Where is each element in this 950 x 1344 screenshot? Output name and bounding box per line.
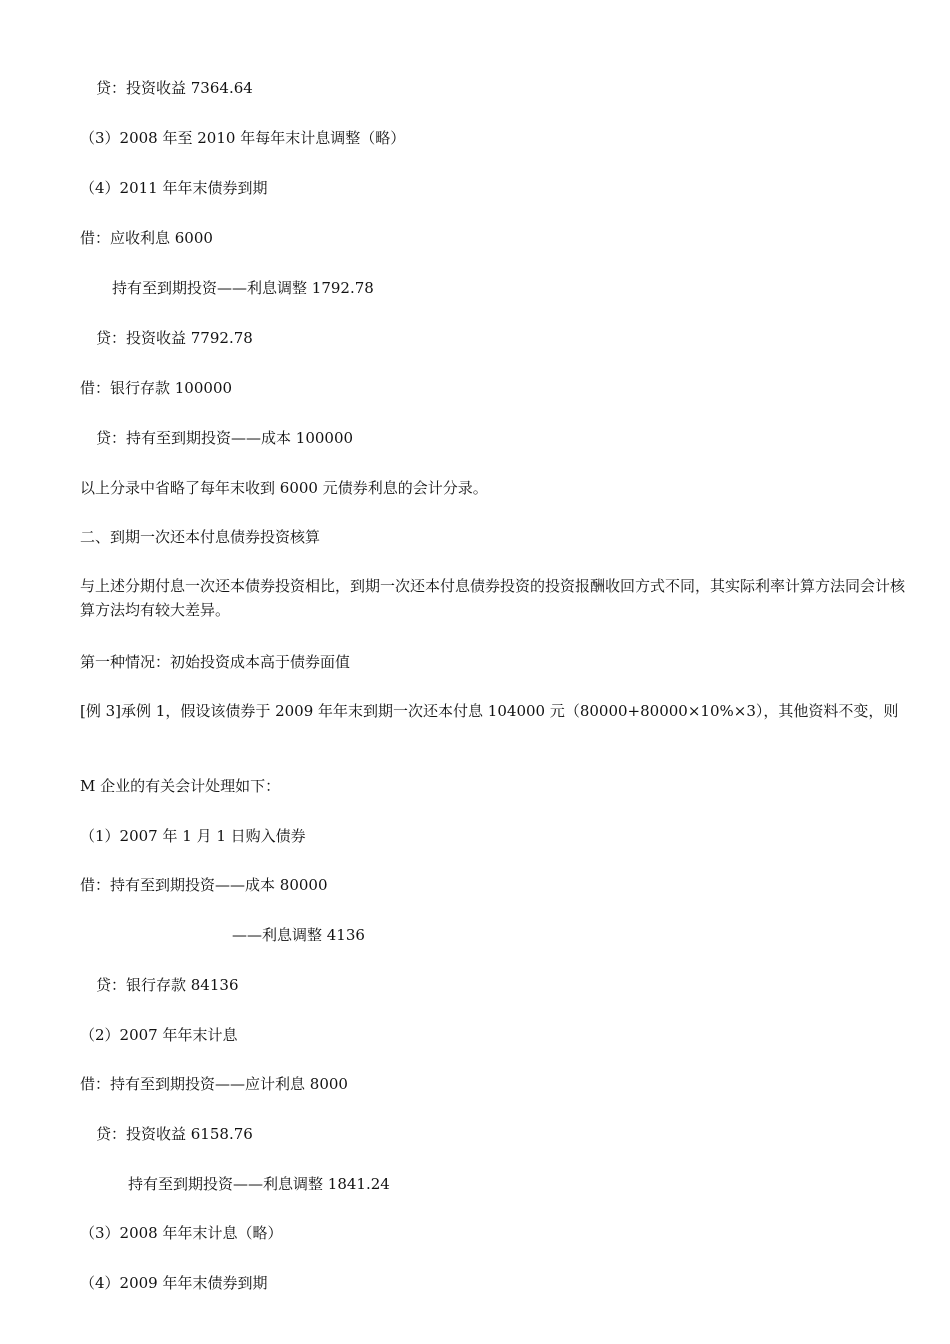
step-3-heading: （3）2008 年至 2010 年每年末计息调整（略）	[80, 129, 406, 147]
step-3-heading: （3）2008 年年末计息（略）	[80, 1224, 283, 1242]
entry-debit-bank-deposit: 借：银行存款 100000	[80, 379, 233, 397]
entry-credit-bank-deposit: 贷：银行存款 84136	[96, 976, 239, 994]
section-heading: 二、到期一次还本付息债券投资核算	[80, 528, 321, 546]
entry-credit-investment-income: 贷：投资收益 7364.64	[96, 79, 253, 97]
entry-credit-interest-adjustment: 持有至到期投资——利息调整 1841.24	[128, 1175, 390, 1193]
entry-credit-investment-income: 贷：投资收益 6158.76	[96, 1125, 253, 1143]
entry-credit-investment-income: 贷：投资收益 7792.78	[96, 329, 253, 347]
intro-paragraph-text: 与上述分期付息一次还本债券投资相比，到期一次还本付息债券投资的投资报酬收回方式不同，其实际利率计算方法同会计核算方法均有较大差异。	[80, 577, 906, 619]
entry-debit-interest-receivable: 借：应收利息 6000	[80, 229, 213, 247]
step-4-heading: （4）2009 年年末债券到期	[80, 1274, 268, 1292]
case-heading: 第一种情况：初始投资成本高于债券面值	[80, 653, 351, 671]
entry-debit-interest-adjustment: ——利息调整 4136	[232, 926, 365, 944]
entry-debit-held-to-maturity-cost: 借：持有至到期投资——成本 80000	[80, 876, 328, 894]
accounting-intro: M 企业的有关会计处理如下：	[80, 777, 281, 795]
intro-paragraph	[80, 574, 915, 622]
example-paragraph-text: [例 3]承例 1，假设该债券于 2009 年年末到期一次还本付息 104000 元（80000+80000×10%×3），其他资料不变，则	[80, 702, 899, 720]
note-paragraph: 以上分录中省略了每年末收到 6000 元债券利息的会计分录。	[80, 479, 488, 497]
step-4-heading: （4）2011 年年末债券到期	[80, 179, 268, 197]
step-1-heading: （1）2007 年 1 月 1 日购入债券	[80, 827, 306, 845]
entry-debit-accrued-interest: 借：持有至到期投资——应计利息 8000	[80, 1075, 348, 1093]
example-paragraph	[80, 699, 915, 723]
step-2-heading: （2）2007 年年末计息	[80, 1026, 238, 1044]
entry-debit-interest-adjustment: 持有至到期投资——利息调整 1792.78	[112, 279, 374, 297]
entry-credit-held-to-maturity-cost: 贷：持有至到期投资——成本 100000	[96, 429, 354, 447]
